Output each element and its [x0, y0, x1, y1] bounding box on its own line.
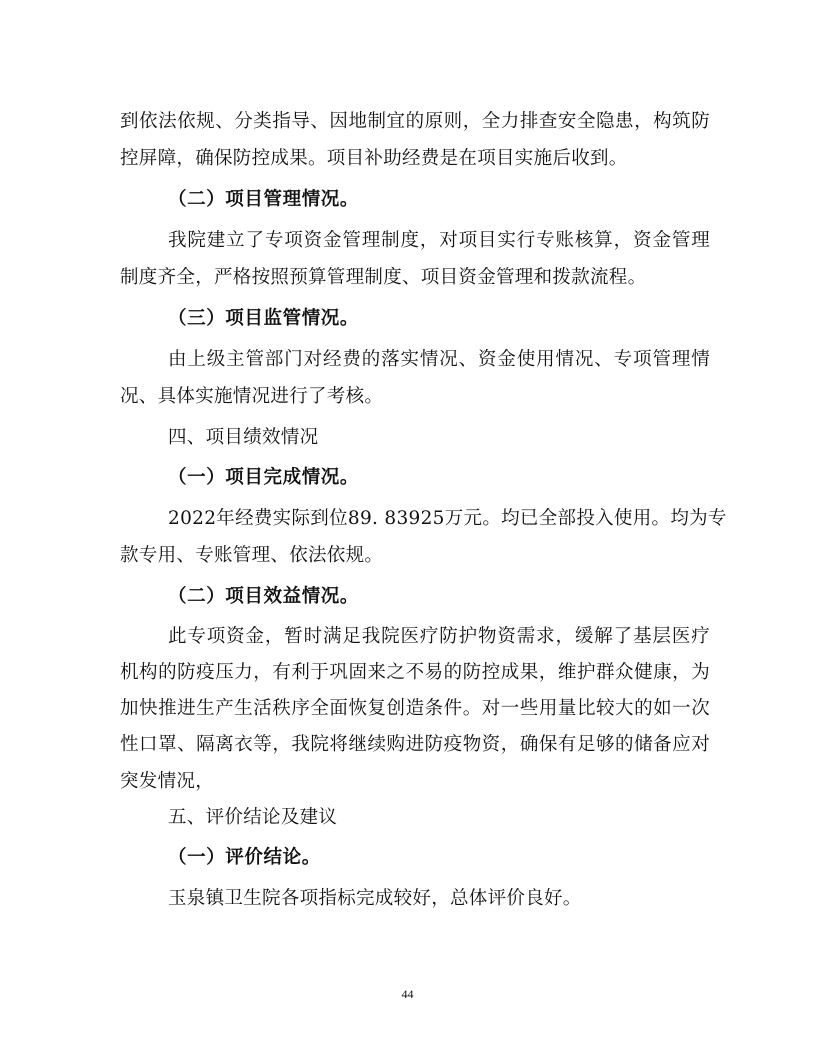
paragraph-line: 到依法依规、分类指导、因地制宜的原则，全力排查安全隐患，构筑防 [120, 111, 710, 132]
section-heading: （二）项目效益情况。 [168, 586, 360, 607]
paragraph-line: 玉泉镇卫生院各项指标完成较好，总体评价良好。 [168, 888, 582, 909]
paragraph-line: 突发情况， [120, 771, 215, 792]
paragraph-line: 机构的防疫压力，有利于巩固来之不易的防控成果，维护群众健康，为 [120, 662, 710, 683]
paragraph-line: 由上级主管部门对经费的落实情况、资金使用情况、专项管理情 [168, 349, 710, 370]
section-heading: （二）项目管理情况。 [168, 189, 360, 210]
page-number: 44 [401, 987, 414, 1001]
paragraph-line: 款专用、专账管理、依法依规。 [120, 545, 384, 566]
paragraph-line: 性口罩、隔离衣等，我院将继续购进防疫物资，确保有足够的储备应对 [120, 734, 710, 755]
paragraph-line: 控屏障，确保防控成果。项目补助经费是在项目实施后收到。 [120, 148, 628, 169]
chapter-heading: 四、项目绩效情况 [168, 427, 319, 448]
section-heading: （三）项目监管情况。 [168, 308, 360, 329]
paragraph-line: 制度齐全，严格按照预算管理制度、项目资金管理和拨款流程。 [120, 267, 647, 288]
paragraph-line: 此专项资金，暂时满足我院医疗防护物资需求，缓解了基层医疗 [168, 626, 710, 647]
paragraph-line: 加快推进生产生活秩序全面恢复创造条件。对一些用量比较大的如一次 [120, 698, 710, 719]
section-heading: （一）项目完成情况。 [168, 467, 360, 488]
paragraph-line: 2022年经费实际到位89. 83925万元。均已全部投入使用。均为专 [168, 508, 727, 529]
chapter-heading: 五、评价结论及建议 [168, 807, 338, 828]
paragraph-line: 我院建立了专项资金管理制度，对项目实行专账核算，资金管理 [168, 230, 710, 251]
section-heading: （一）评价结论。 [168, 847, 321, 868]
paragraph-line: 况、具体实施情况进行了考核。 [120, 386, 384, 407]
